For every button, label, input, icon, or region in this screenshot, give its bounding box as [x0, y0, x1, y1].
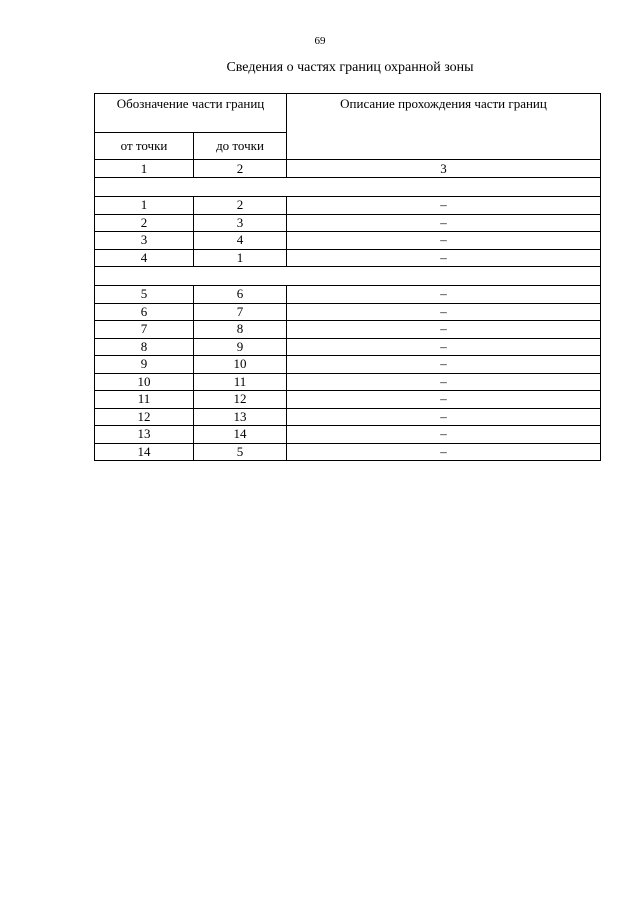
description-cell: –	[287, 321, 601, 339]
from-point-cell: 3	[95, 232, 194, 250]
section-2-rows	[95, 286, 601, 461]
section-separator-cell	[95, 267, 601, 286]
to-point-cell: 4	[194, 232, 287, 250]
from-point-cell: 14	[95, 443, 194, 461]
description-cell: –	[287, 391, 601, 409]
from-point-cell: 2	[95, 214, 194, 232]
description-cell: –	[287, 303, 601, 321]
to-point-cell: 8	[194, 321, 287, 339]
to-point-cell: 13	[194, 408, 287, 426]
description-cell: –	[287, 232, 601, 250]
from-point-cell: 7	[95, 321, 194, 339]
header-boundary-designation: Обозначение части границ	[95, 94, 287, 133]
document-title: Сведения о частях границ охранной зоны	[226, 60, 474, 75]
header-to-point: до точки	[194, 133, 287, 160]
section-separator-row	[95, 178, 601, 197]
table-row	[95, 426, 601, 444]
description-cell: –	[287, 286, 601, 304]
from-point-cell: 9	[95, 356, 194, 374]
section-separator-body	[95, 267, 601, 286]
description-cell: –	[287, 356, 601, 374]
to-point-cell: 7	[194, 303, 287, 321]
to-point-cell: 3	[194, 214, 287, 232]
from-point-cell: 13	[95, 426, 194, 444]
from-point-cell: 4	[95, 249, 194, 267]
to-point-cell: 11	[194, 373, 287, 391]
from-point-cell: 10	[95, 373, 194, 391]
to-point-cell: 10	[194, 356, 287, 374]
table-row	[95, 303, 601, 321]
from-point-cell: 1	[95, 197, 194, 215]
description-cell: –	[287, 197, 601, 215]
column-number-row	[95, 160, 601, 178]
from-point-cell: 8	[95, 338, 194, 356]
table-row	[95, 391, 601, 409]
table-row	[95, 373, 601, 391]
from-point-cell: 11	[95, 391, 194, 409]
description-cell: –	[287, 443, 601, 461]
table-row	[95, 443, 601, 461]
table-row	[95, 356, 601, 374]
column-number-3: 3	[287, 160, 601, 178]
page-number: 69	[314, 35, 326, 47]
section-separator-row	[95, 267, 601, 286]
table-row	[95, 286, 601, 304]
description-cell: –	[287, 426, 601, 444]
header-boundary-description: Описание прохождения части границ	[287, 94, 601, 160]
boundary-parts-table	[94, 93, 601, 461]
table-body	[95, 160, 601, 197]
section-1-rows	[95, 197, 601, 267]
table-row	[95, 408, 601, 426]
to-point-cell: 6	[194, 286, 287, 304]
table-row	[95, 249, 601, 267]
to-point-cell: 1	[194, 249, 287, 267]
header-from-point: от точки	[95, 133, 194, 160]
to-point-cell: 14	[194, 426, 287, 444]
description-cell: –	[287, 249, 601, 267]
table-row	[95, 232, 601, 250]
description-cell: –	[287, 338, 601, 356]
description-cell: –	[287, 408, 601, 426]
to-point-cell: 9	[194, 338, 287, 356]
column-number-2: 2	[194, 160, 287, 178]
to-point-cell: 12	[194, 391, 287, 409]
to-point-cell: 2	[194, 197, 287, 215]
table-row	[95, 197, 601, 215]
column-number-1: 1	[95, 160, 194, 178]
section-separator-cell	[95, 178, 601, 197]
from-point-cell: 6	[95, 303, 194, 321]
table-row	[95, 321, 601, 339]
from-point-cell: 5	[95, 286, 194, 304]
to-point-cell: 5	[194, 443, 287, 461]
table-row	[95, 338, 601, 356]
from-point-cell: 12	[95, 408, 194, 426]
table-row	[95, 214, 601, 232]
description-cell: –	[287, 373, 601, 391]
description-cell: –	[287, 214, 601, 232]
